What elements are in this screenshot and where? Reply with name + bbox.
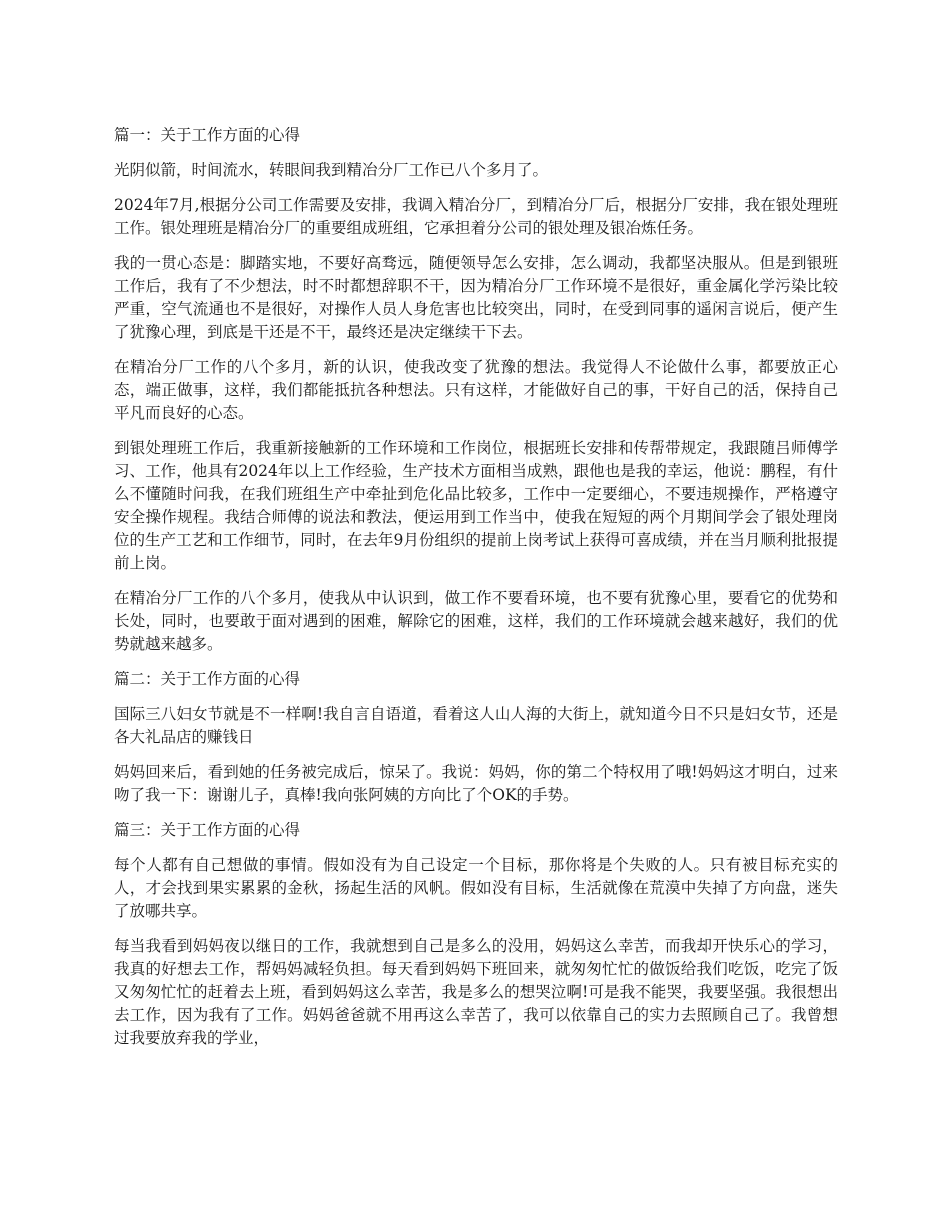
paragraph: 在精冶分厂工作的八个多月，使我从中认识到，做工作不要看环境，也不要有犹豫心里，要看它的优势和长处，同时，也要敢于面对遇到的困难，解除它的困难，这样，我们的工作环境就会越来越好，我们的优势就越来越多。 (114, 589, 838, 653)
section-heading-3: 篇三：关于工作方面的心得 (114, 821, 301, 839)
paragraph: 妈妈回来后，看到她的任务被完成后，惊呆了。我说：妈妈，你的第二个特权用了哦!妈妈这才明白，过来吻了我一下：谢谢儿子，真棒!我向张阿姨的方向比了个OK的手势。 (114, 763, 838, 804)
paragraph: 光阴似箭，时间流水，转眼间我到精冶分厂工作已八个多月了。 (114, 161, 549, 179)
document-body (114, 124, 838, 1062)
paragraph: 2024年7月,根据分公司工作需要及安排，我调入精冶分厂，到精冶分厂后，根据分厂安排，我在银处理班工作。银处理班是精冶分厂的重要组成班组，它承担着分公司的银处理及银冶炼任务。 (114, 196, 838, 237)
paragraph: 我的一贯心态是：脚踏实地，不要好高骛远，随便领导怎么安排，怎么调动，我都坚决服从。但是到银班工作后，我有了不少想法，时不时都想辞职不干，因为精冶分厂工作环境不是很好，重金属化学污染比较严重，空气流通也不是很好，对操作人员人身危害也比较突出，同时，在受到同事的遥闲言说后，便产生了犹豫心理，到底是干还是不干，最终还是决定继续干下去。 (114, 254, 838, 341)
paragraph: 国际三八妇女节就是不一样啊!我自言自语道，看着这人山人海的大街上，就知道今日不只是妇女节，还是各大礼品店的赚钱日 (114, 705, 838, 746)
paragraph: 每个人都有自己想做的事情。假如没有为自己设定一个目标，那你将是个失败的人。只有被目标充实的人，才会找到果实累累的金秋，扬起生活的风帆。假如没有目标，生活就像在荒漠中失掉了方向盘，迷失了放哪共享。 (114, 856, 838, 920)
paragraph: 每当我看到妈妈夜以继日的工作，我就想到自己是多么的没用，妈妈这么幸苦，而我却开快乐心的学习，我真的好想去工作，帮妈妈减轻负担。每天看到妈妈下班回来，就匆匆忙忙的做饭给我们吃饭，吃完了饭又匆匆忙忙的赶着去上班，看到妈妈这么幸苦，我是多么的想哭泣啊!可是我不能哭，我要坚强。我很想出去工作，因为我有了工作。妈妈爸爸就不用再这么幸苦了，我可以依靠自己的实力去照顾自己了。我曾想过我要放弃我的学业， (114, 937, 838, 1047)
paragraph: 到银处理班工作后，我重新接触新的工作环境和工作岗位，根据班长安排和传帮带规定，我跟随吕师傅学习、工作，他具有2024年以上工作经验，生产技术方面相当成熟，跟他也是我的幸运，他说：鹏程，有什么不懂随时问我，在我们班组生产中牵扯到危化品比较多，工作中一定要细心，不要违规操作，严格遵守安全操作规程。我结合师傅的说法和教法，便运用到工作当中，使我在短短的两个月期间学会了银处理岗位的生产工艺和工作细节，同时，在去年9月份组织的提前上岗考试上获得可喜成绩，并在当月顺利批报提前上岗。 (114, 439, 838, 572)
paragraph: 在精冶分厂工作的八个多月，新的认识，使我改变了犹豫的想法。我觉得人不论做什么事，都要放正心态，端正做事，这样，我们都能抵抗各种想法。只有这样，才能做好自己的事，干好自己的活，保持自己平凡而良好的心态。 (114, 358, 838, 422)
section-heading-2: 篇二：关于工作方面的心得 (114, 670, 301, 688)
section-heading-1: 篇一：关于工作方面的心得 (114, 126, 301, 144)
